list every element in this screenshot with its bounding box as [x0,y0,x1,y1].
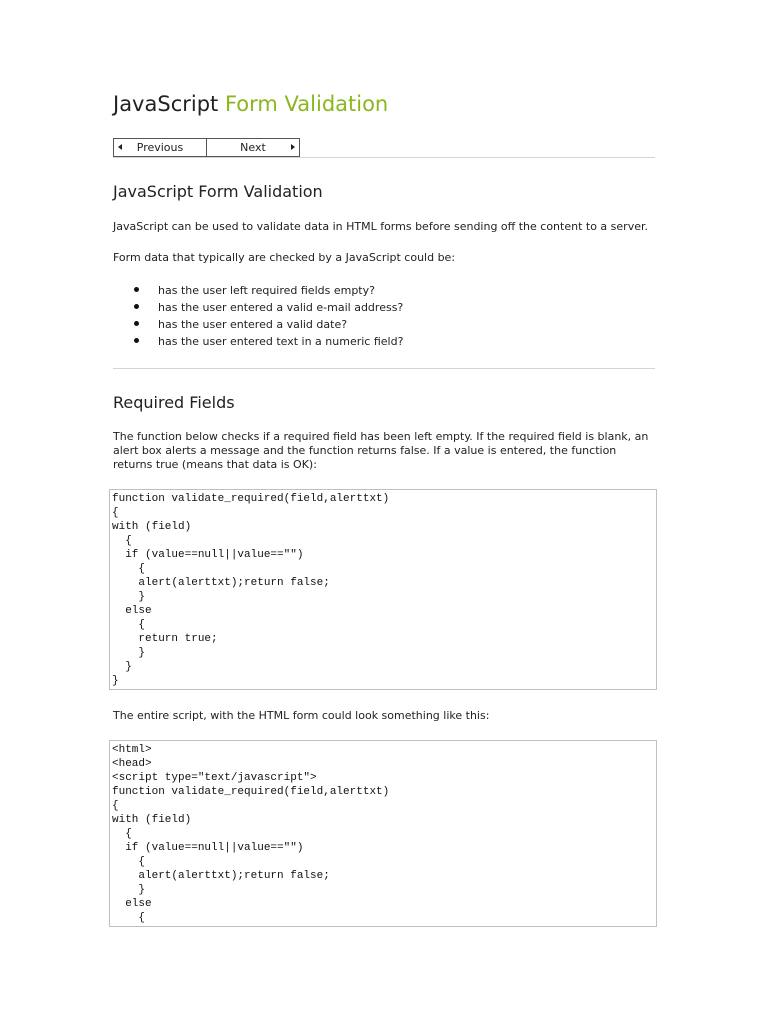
triangle-right-icon [291,144,295,150]
intro-paragraph: JavaScript can be used to validate data in HTML forms before sending off the content to a server. [113,220,648,233]
validation-checks-list [113,282,403,350]
list-item: has the user entered a valid e-mail address? [113,299,403,316]
page-title-accent: Form Validation [224,92,389,116]
list-item: has the user entered a valid date? [113,316,403,333]
previous-label: Previous [136,141,184,154]
list-item: has the user left required fields empty? [113,282,403,299]
divider [113,157,655,158]
page-title-main: JavaScript [113,92,219,116]
list-item: has the user entered text in a numeric field? [113,333,403,350]
previous-button[interactable] [114,139,207,156]
divider [113,368,655,369]
code-block-validate-required: function validate_required(field,alerttxt) { with (field) { if (value==null||value=="") { alert(alerttxt);return false; } else { return true; } } } [109,489,657,690]
next-button[interactable] [207,139,299,156]
pagination-nav [113,138,300,157]
entire-script-paragraph: The entire script, with the HTML form could look something like this: [113,709,490,722]
code-block-entire-script: <html> <head> <script type="text/javascript"> function validate_required(field,alerttxt) { with (field) { if (value==null||value=="") { alert(alerttxt);return false; } else { [109,740,657,927]
next-label: Next [240,141,266,154]
section-heading-intro: JavaScript Form Validation [113,182,323,201]
page-title [113,92,388,116]
intro-list-lead: Form data that typically are checked by a JavaScript could be: [113,251,456,264]
section-heading-required: Required Fields [113,393,235,412]
required-paragraph: The function below checks if a required field has been left empty. If the required field is blank, an alert box alerts a message and the function returns false. If a value is entered, the function returns true (means that data is OK): [113,430,649,471]
triangle-left-icon [118,144,122,150]
